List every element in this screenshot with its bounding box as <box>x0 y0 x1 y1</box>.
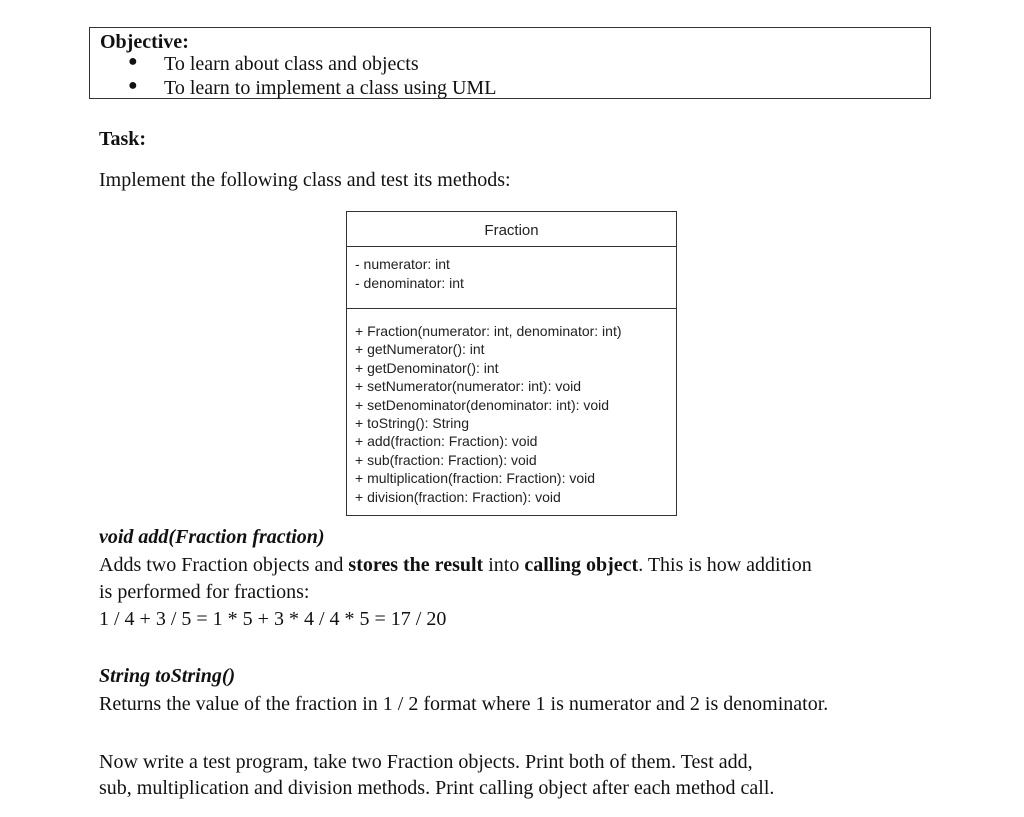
add-desc-text: Adds two Fraction objects and <box>99 554 349 576</box>
uml-operations <box>347 309 676 506</box>
add-desc-text: . This is how addition <box>638 554 812 576</box>
uml-attribute: - numerator: int <box>355 256 450 272</box>
objective-box <box>89 27 931 99</box>
add-description <box>99 552 812 578</box>
uml-operation: + setNumerator(numerator: int): void <box>355 378 582 395</box>
uml-class-diagram <box>346 211 677 516</box>
tostring-description: Returns the value of the fraction in 1 / 2 format where 1 is numerator and 2 is denominator. <box>99 693 829 715</box>
uml-operation: + getNumerator(): int <box>355 341 485 358</box>
uml-attribute: - denominator: int <box>355 275 464 291</box>
add-formula: 1 / 4 + 3 / 5 = 1 * 5 + 3 * 4 / 4 * 5 = 17 / 20 <box>99 608 447 630</box>
uml-operation: + sub(fraction: Fraction): void <box>355 451 537 468</box>
uml-class-name: Fraction <box>347 212 676 247</box>
add-desc-text: into <box>483 554 525 576</box>
add-desc-bold: calling object <box>524 554 639 576</box>
test-instructions-line2: sub, multiplication and division methods. Print calling object after each method call. <box>99 777 775 799</box>
uml-operation: + Fraction(numerator: int, denominator: int) <box>355 323 622 339</box>
objective-item-text: To learn to implement a class using UML <box>164 77 497 99</box>
tostring-method-signature: String toString() <box>99 665 236 687</box>
test-instructions-line1: Now write a test program, take two Fraction objects. Print both of them. Test add, <box>99 751 753 773</box>
bullet-icon: ● <box>128 53 138 70</box>
add-description-line2: is performed for fractions: <box>99 581 310 603</box>
uml-operation: + division(fraction: Fraction): void <box>355 488 561 505</box>
uml-operation: + setDenominator(denominator: int): void <box>355 396 610 413</box>
uml-operation: + toString(): String <box>355 415 469 432</box>
task-intro: Implement the following class and test its methods: <box>99 169 511 191</box>
uml-operation: + multiplication(fraction: Fraction): void <box>355 470 596 487</box>
bullet-icon: ● <box>128 77 138 94</box>
add-desc-bold: stores the result <box>348 554 484 576</box>
uml-attributes <box>347 247 676 309</box>
objective-title: Objective: <box>100 31 189 53</box>
task-heading: Task: <box>99 128 147 150</box>
uml-operation: + add(fraction: Fraction): void <box>355 433 538 450</box>
add-method-signature: void add(Fraction fraction) <box>99 526 325 548</box>
uml-operation: + getDenominator(): int <box>355 359 499 376</box>
objective-item-text: To learn about class and objects <box>164 53 419 75</box>
